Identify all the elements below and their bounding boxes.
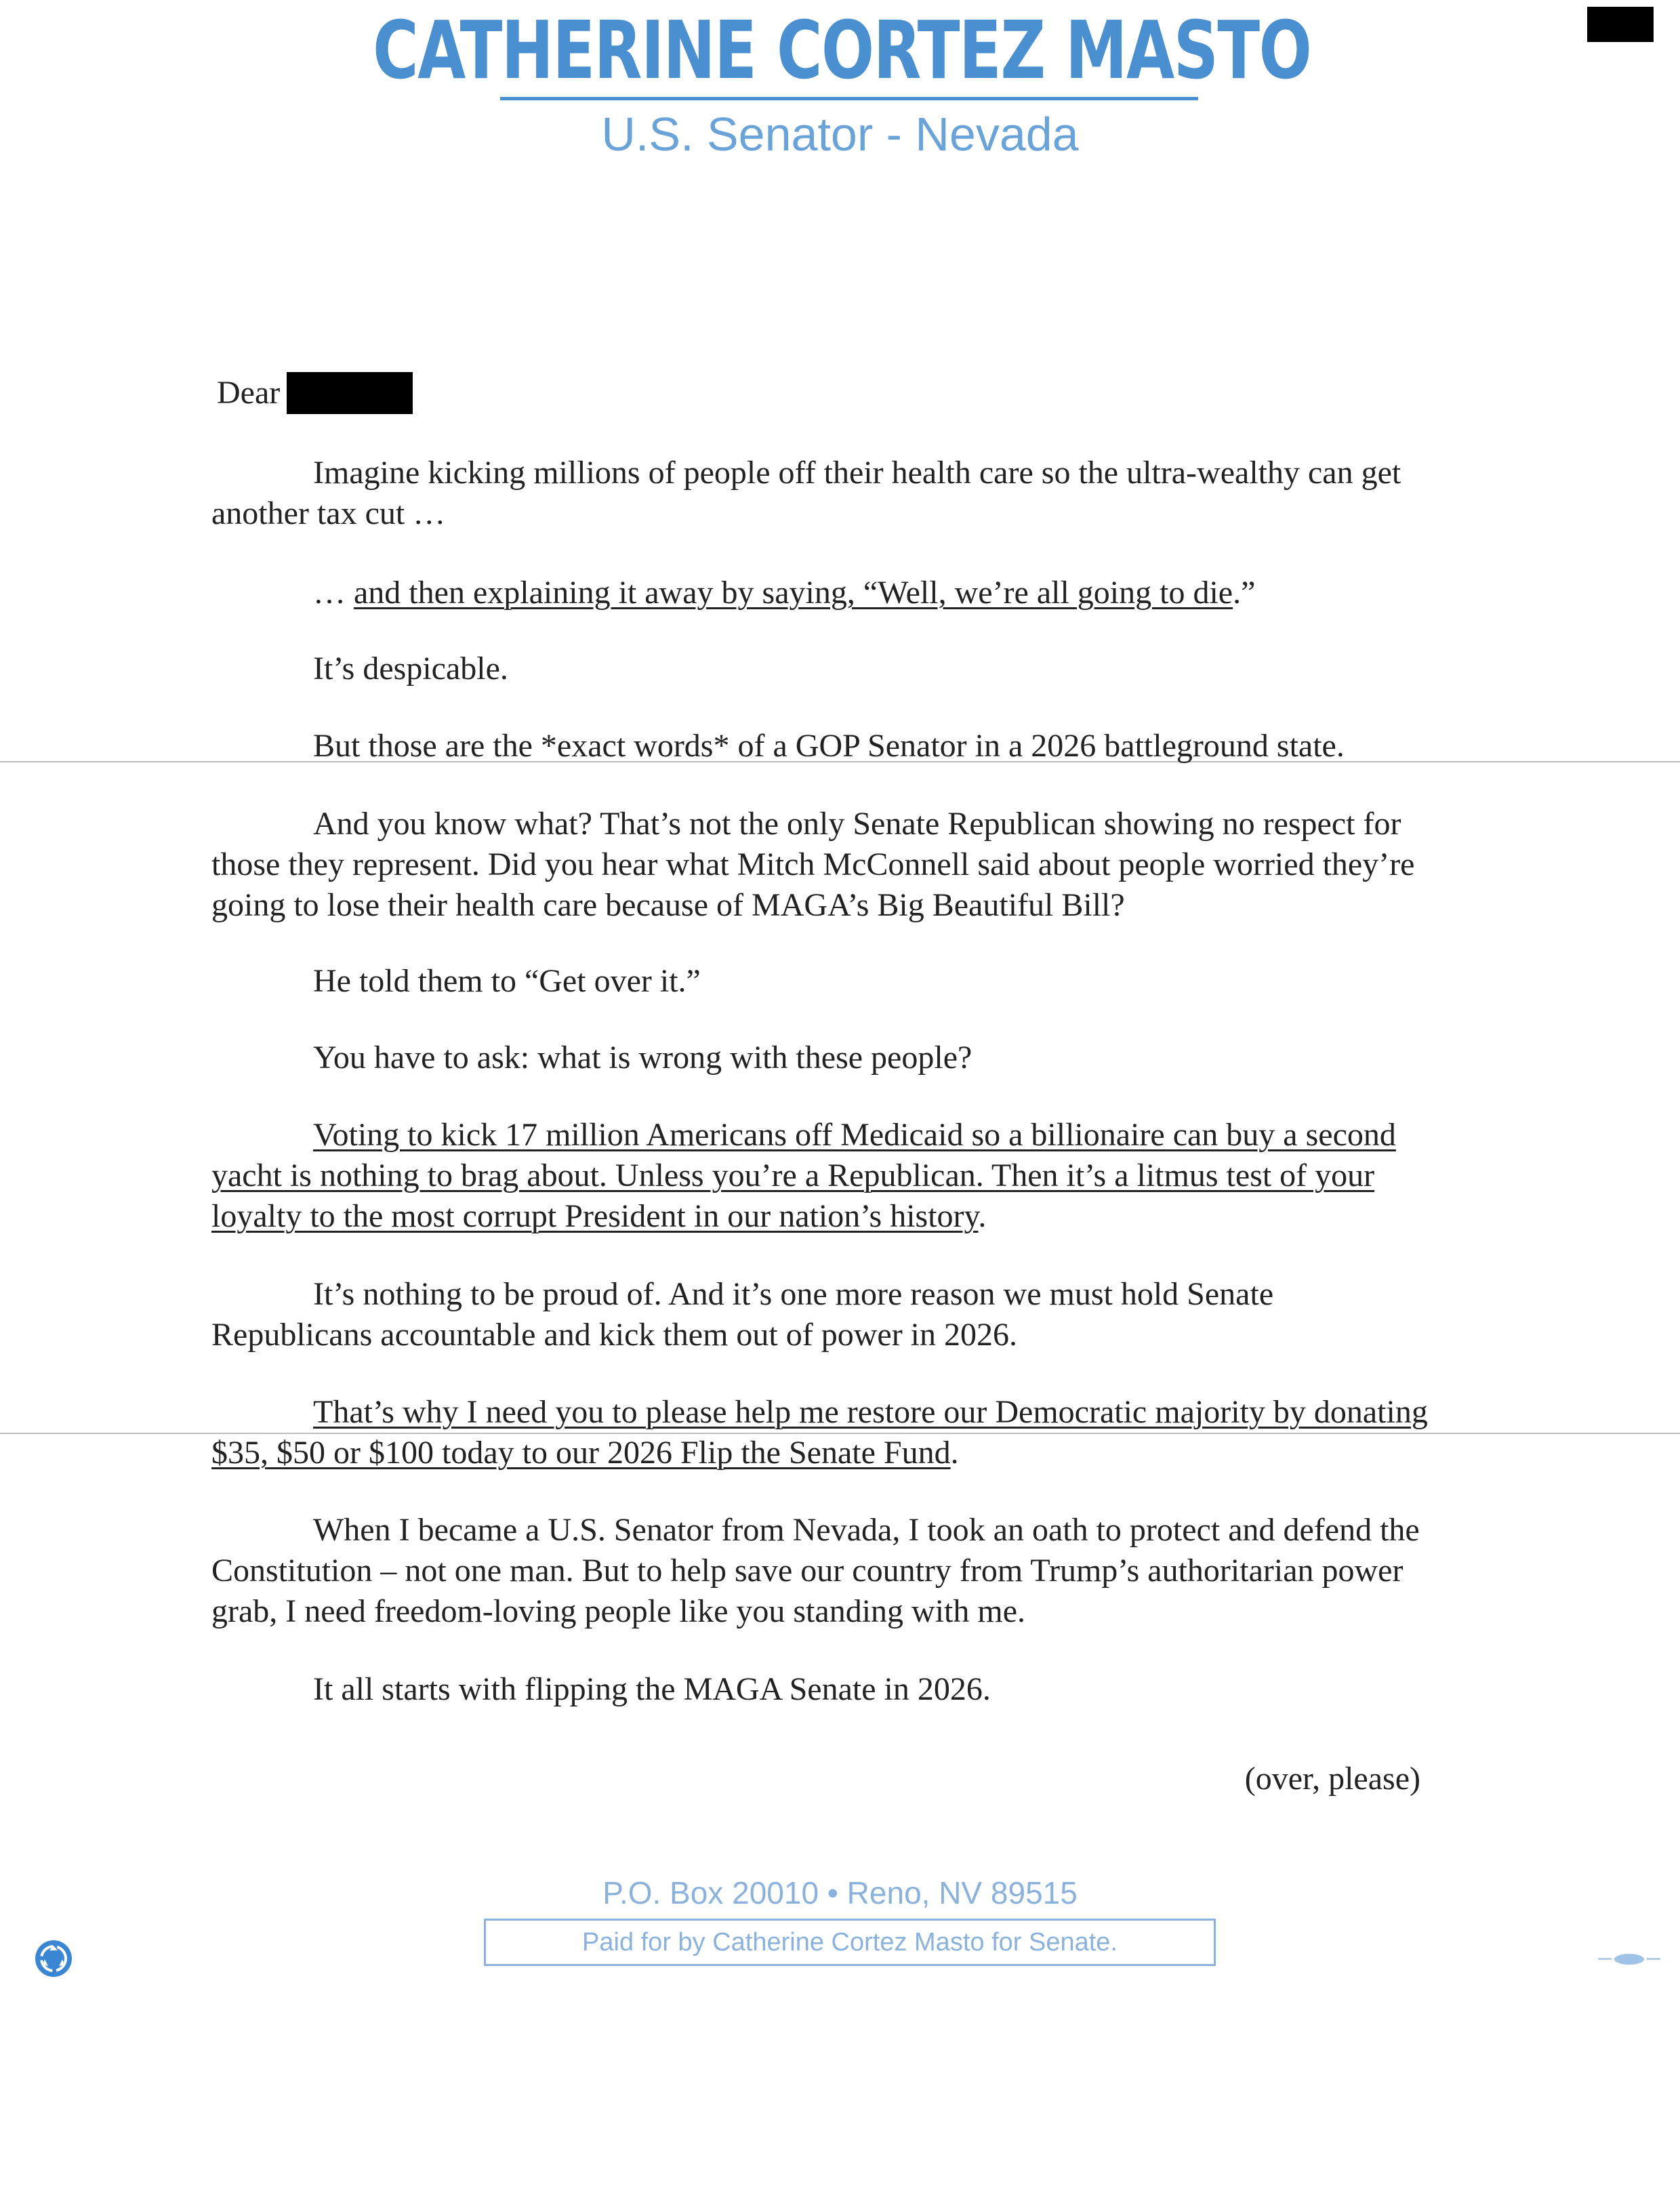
letterhead-divider <box>500 97 1198 100</box>
footer-disclaimer: Paid for by Catherine Cortez Masto for Senate. <box>484 1919 1216 1966</box>
paragraph-8-underlined: Voting to kick 17 million Americans off Medicaid so a billionaire can buy a second yacht is nothing to brag about. Unless you’re a Republican. Then it’s a litmus test of your loyalty to the most corrupt President in our nation’s history <box>211 1117 1396 1234</box>
paragraph-1 <box>211 453 1431 534</box>
paragraph-1-text: Imagine kicking millions of people off their health care so the ultra-wealthy can get another tax cut … <box>211 455 1401 531</box>
paragraph-10 <box>211 1392 1431 1473</box>
paragraph-2-lead: … <box>313 575 354 611</box>
paragraph-12 <box>211 1669 1431 1710</box>
paragraph-8 <box>211 1115 1431 1237</box>
paragraph-3-text: It’s despicable. <box>313 651 508 687</box>
paragraph-5-text: And you know what? That’s not the only Senate Republican showing no respect for those they represent. Did you hear what Mitch McConnell said about people worried they’re going to lose their health care because of MAGA’s Big Beautiful Bill? <box>211 806 1415 923</box>
recycle-icon <box>35 1940 72 1977</box>
paragraph-6-text: He told them to “Get over it.” <box>313 963 701 999</box>
paragraph-6 <box>211 961 1431 1002</box>
salutation-text: Dear <box>217 375 281 411</box>
paragraph-2-tail: .” <box>1233 575 1256 611</box>
salutation <box>217 369 413 417</box>
paragraph-2 <box>211 573 1431 613</box>
paragraph-3 <box>211 649 1431 689</box>
paragraph-11 <box>211 1510 1431 1632</box>
redaction-block-corner <box>1587 7 1654 42</box>
paragraph-5 <box>211 804 1431 926</box>
paragraph-4 <box>211 726 1431 766</box>
paragraph-7-text: You have to ask: what is wrong with these people? <box>313 1040 972 1076</box>
letterhead-title: U.S. Senator - Nevada <box>601 108 1079 161</box>
paragraph-2-underlined: and then explaining it away by saying, “Well, we’re all going to die <box>354 575 1233 611</box>
paragraph-8-tail: . <box>978 1198 987 1234</box>
paragraph-4-text: But those are the *exact words* of a GOP Senator in a 2026 battleground state. <box>313 728 1345 764</box>
paragraph-9 <box>211 1274 1431 1355</box>
continuation-note: (over, please) <box>1244 1761 1420 1797</box>
redaction-block-recipient <box>287 372 413 414</box>
paragraph-10-underlined: That’s why I need you to please help me restore our Democratic majority by donating $35, $50 or $100 today to our 2026 Flip the Senate Fund <box>211 1394 1428 1471</box>
paragraph-11-text: When I became a U.S. Senator from Nevada, I took an oath to protect and defend the Constitution – not one man. But to help save our country from Trump’s authoritarian power grab, I need freedom-loving people like you standing with me. <box>211 1512 1420 1629</box>
union-bug-icon <box>1597 1953 1662 1965</box>
footer-address: P.O. Box 20010 • Reno, NV 89515 <box>602 1875 1078 1910</box>
paragraph-7 <box>211 1038 1431 1078</box>
paragraph-9-text: It’s nothing to be proud of. And it’s one more reason we must hold Senate Republicans accountable and kick them out of power in 2026. <box>211 1276 1274 1353</box>
paragraph-12-text: It all starts with flipping the MAGA Senate in 2026. <box>313 1671 991 1707</box>
paragraph-10-tail: . <box>950 1435 959 1471</box>
letterhead-name: CATHERINE CORTEZ MASTO <box>373 3 1311 97</box>
